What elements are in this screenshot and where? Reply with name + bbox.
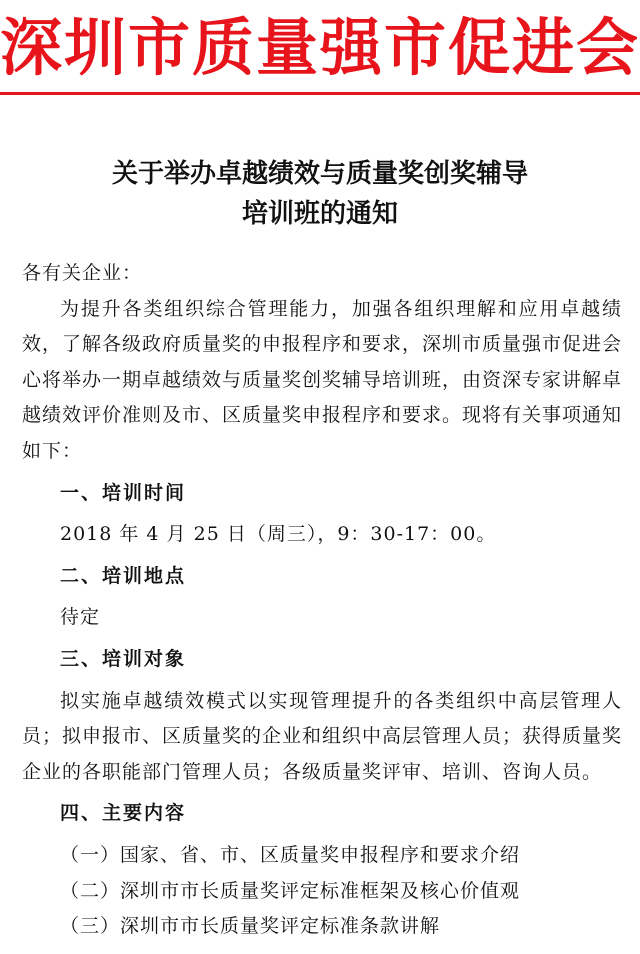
section-heading-time: 一、培训时间 <box>60 481 187 504</box>
section-heading-audience: 三、培训对象 <box>60 647 187 670</box>
section-heading-content: 四、主要内容 <box>60 802 187 825</box>
salutation: 各有关企业： <box>22 262 143 284</box>
content-item: （二）深圳市市长质量奖评定标准框架及核心价值观 <box>60 879 521 902</box>
intro-paragraph: 为提升各类组织综合管理能力，加强各组织理解和应用卓越绩效，了解各级政府质量奖的申报程序和要求，深圳市质量强市促进会心将举办一期卓越绩效与质量奖创奖辅导培训班，由资深专家讲解卓越绩效评价准则及市、区质量奖申报程序和要求。现将有关事项通知如下： <box>22 297 623 462</box>
document-title-line-2: 培训班的通知 <box>241 199 398 229</box>
masthead-org-name: 深圳市质量强市促进会 <box>0 11 640 84</box>
document-body <box>22 256 622 945</box>
training-location-text: 待定 <box>60 606 101 629</box>
document-title-line-1: 关于举办卓越绩效与质量奖创奖辅导 <box>111 159 528 189</box>
training-time-text: 2018 年 4 月 25 日（周三），9：30-17：00。 <box>60 523 497 546</box>
masthead <box>0 0 640 92</box>
section-heading-location: 二、培训地点 <box>60 564 187 587</box>
document-title <box>0 154 640 234</box>
content-item: （三）深圳市市长质量奖评定标准条款讲解 <box>60 915 441 938</box>
training-audience-text: 拟实施卓越绩效模式以实现管理提升的各类组织中高层管理人员；拟申报市、区质量奖的企业和组织中高层管理人员；获得质量奖企业的各职能部门管理人员；各级质量奖评审、培训、咨询人员。 <box>22 689 623 783</box>
content-item: （一）国家、省、市、区质量奖申报程序和要求介绍 <box>60 843 521 866</box>
masthead-divider <box>0 92 640 95</box>
